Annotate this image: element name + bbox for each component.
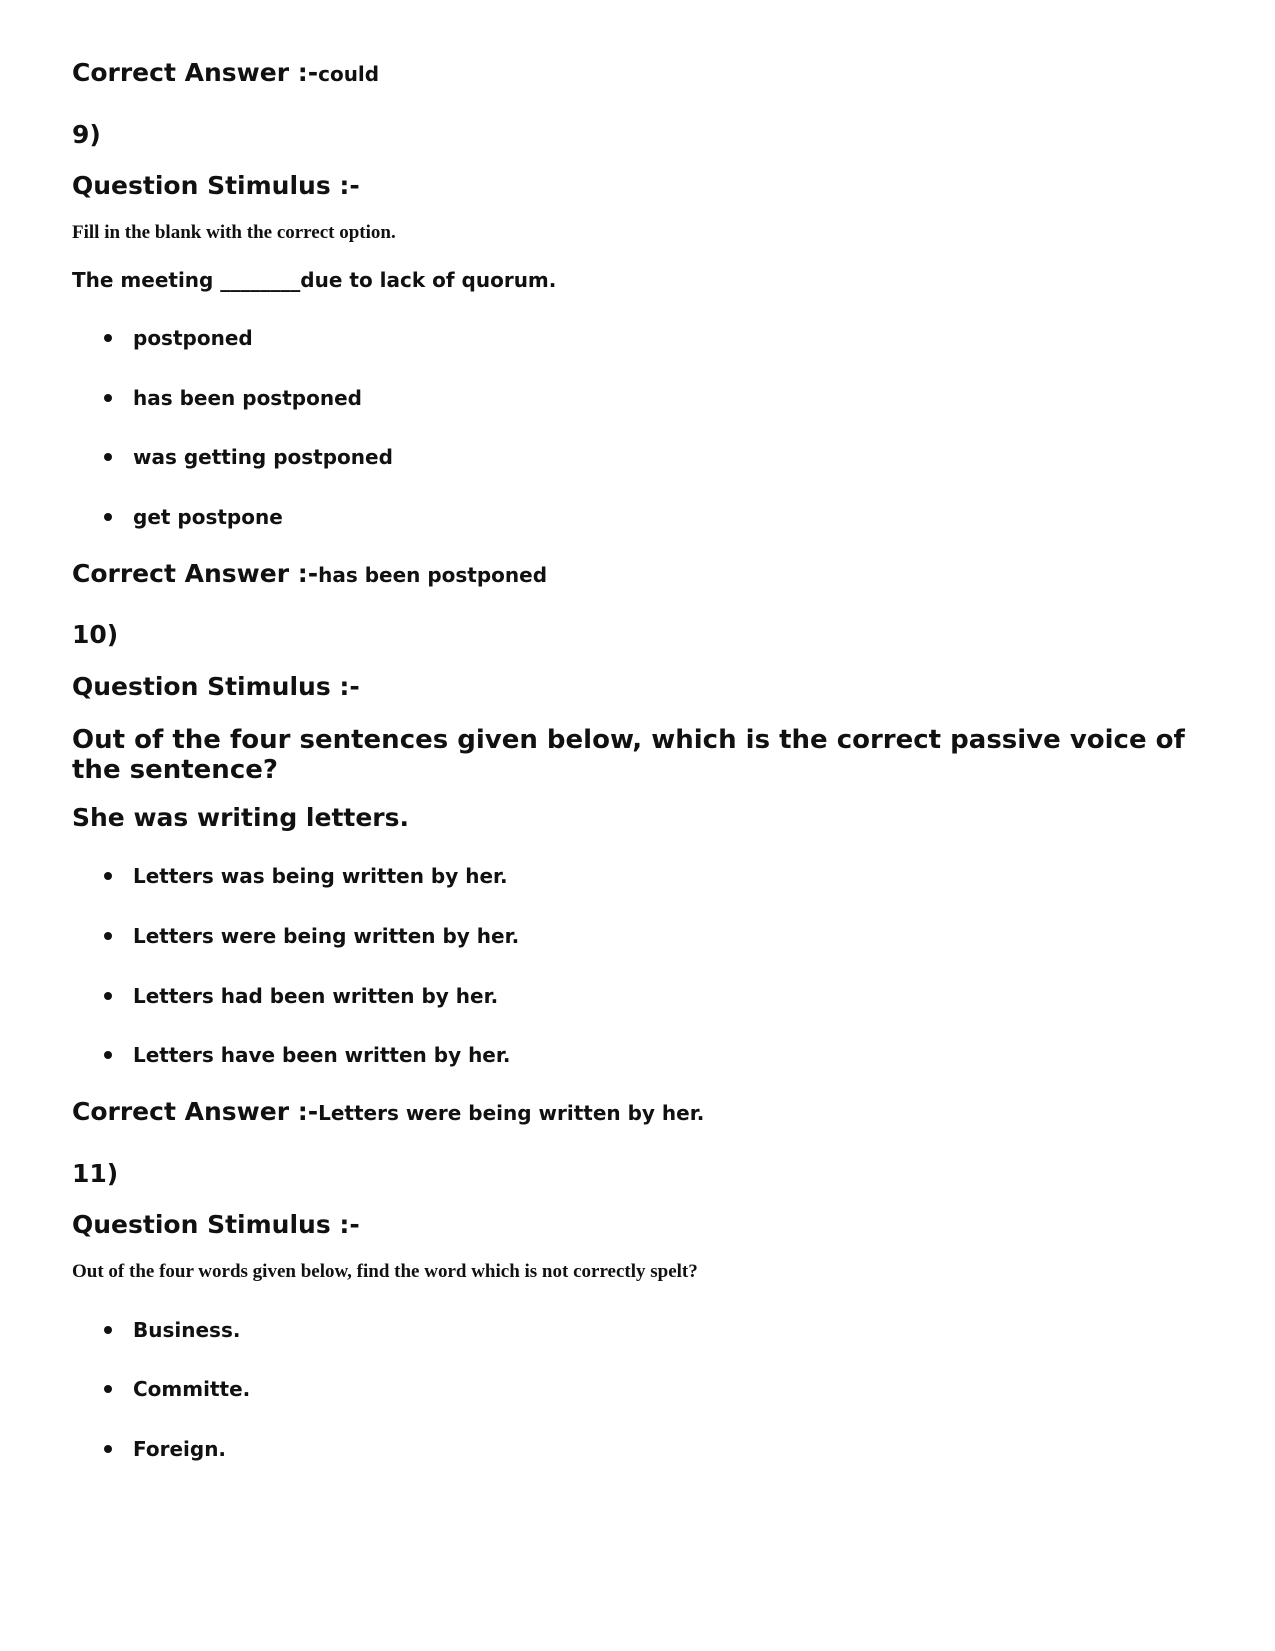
- answer-value: has been postponed: [318, 563, 548, 587]
- option-label: Letters was being written by her.: [133, 864, 508, 888]
- option-item: [104, 924, 519, 948]
- bullet-icon: [104, 334, 112, 342]
- option-label: Letters had been written by her.: [133, 984, 499, 1008]
- answer-line-q8: [72, 58, 379, 87]
- question-instruction: Out of the four words given below, find the word which is not correctly spelt?: [72, 1261, 698, 1282]
- question-number-10: 10): [72, 620, 119, 649]
- bullet-icon: [104, 872, 112, 880]
- question-sentence: The meeting ________due to lack of quorum.: [72, 268, 557, 292]
- question-stimulus-label: Question Stimulus :-: [72, 171, 360, 200]
- bullet-icon: [104, 1326, 112, 1334]
- option-label: has been postponed: [133, 386, 362, 410]
- bullet-icon: [104, 394, 112, 402]
- option-item: [104, 1318, 240, 1342]
- option-item: [104, 1377, 250, 1401]
- option-item: [104, 505, 283, 529]
- option-item: [104, 984, 498, 1008]
- option-label: Business.: [133, 1318, 241, 1342]
- answer-line-q10: [72, 1097, 704, 1126]
- option-label: postponed: [133, 326, 253, 350]
- answer-label: Correct Answer :-: [72, 58, 319, 87]
- question-instruction: Out of the four sentences given below, which is the correct passive voice of the sentence?: [72, 725, 1185, 785]
- bullet-icon: [104, 453, 112, 461]
- bullet-icon: [104, 1445, 112, 1453]
- option-label: Letters have been written by her.: [133, 1043, 511, 1067]
- option-item: [104, 1043, 510, 1067]
- bullet-icon: [104, 932, 112, 940]
- answer-value: Letters were being written by her.: [318, 1101, 705, 1125]
- question-sentence: She was writing letters.: [72, 803, 410, 832]
- bullet-icon: [104, 992, 112, 1000]
- question-number-11: 11): [72, 1159, 119, 1188]
- option-item: [104, 445, 393, 469]
- option-label: Foreign.: [133, 1437, 227, 1461]
- option-item: [104, 326, 253, 350]
- question-number-9: 9): [72, 120, 101, 149]
- answer-label: Correct Answer :-: [72, 1097, 319, 1126]
- option-label: Letters were being written by her.: [133, 924, 520, 948]
- option-item: [104, 1437, 226, 1461]
- option-label: get postpone: [133, 505, 283, 529]
- question-stimulus-label: Question Stimulus :-: [72, 672, 360, 701]
- bullet-icon: [104, 1051, 112, 1059]
- option-item: [104, 386, 362, 410]
- answer-label: Correct Answer :-: [72, 559, 319, 588]
- bullet-icon: [104, 1385, 112, 1393]
- option-label: was getting postponed: [133, 445, 393, 469]
- answer-line-q9: [72, 559, 547, 588]
- question-stimulus-label: Question Stimulus :-: [72, 1210, 360, 1239]
- answer-value: could: [318, 62, 380, 86]
- option-item: [104, 864, 508, 888]
- option-label: Committe.: [133, 1377, 251, 1401]
- question-instruction: Fill in the blank with the correct option.: [72, 222, 396, 243]
- bullet-icon: [104, 513, 112, 521]
